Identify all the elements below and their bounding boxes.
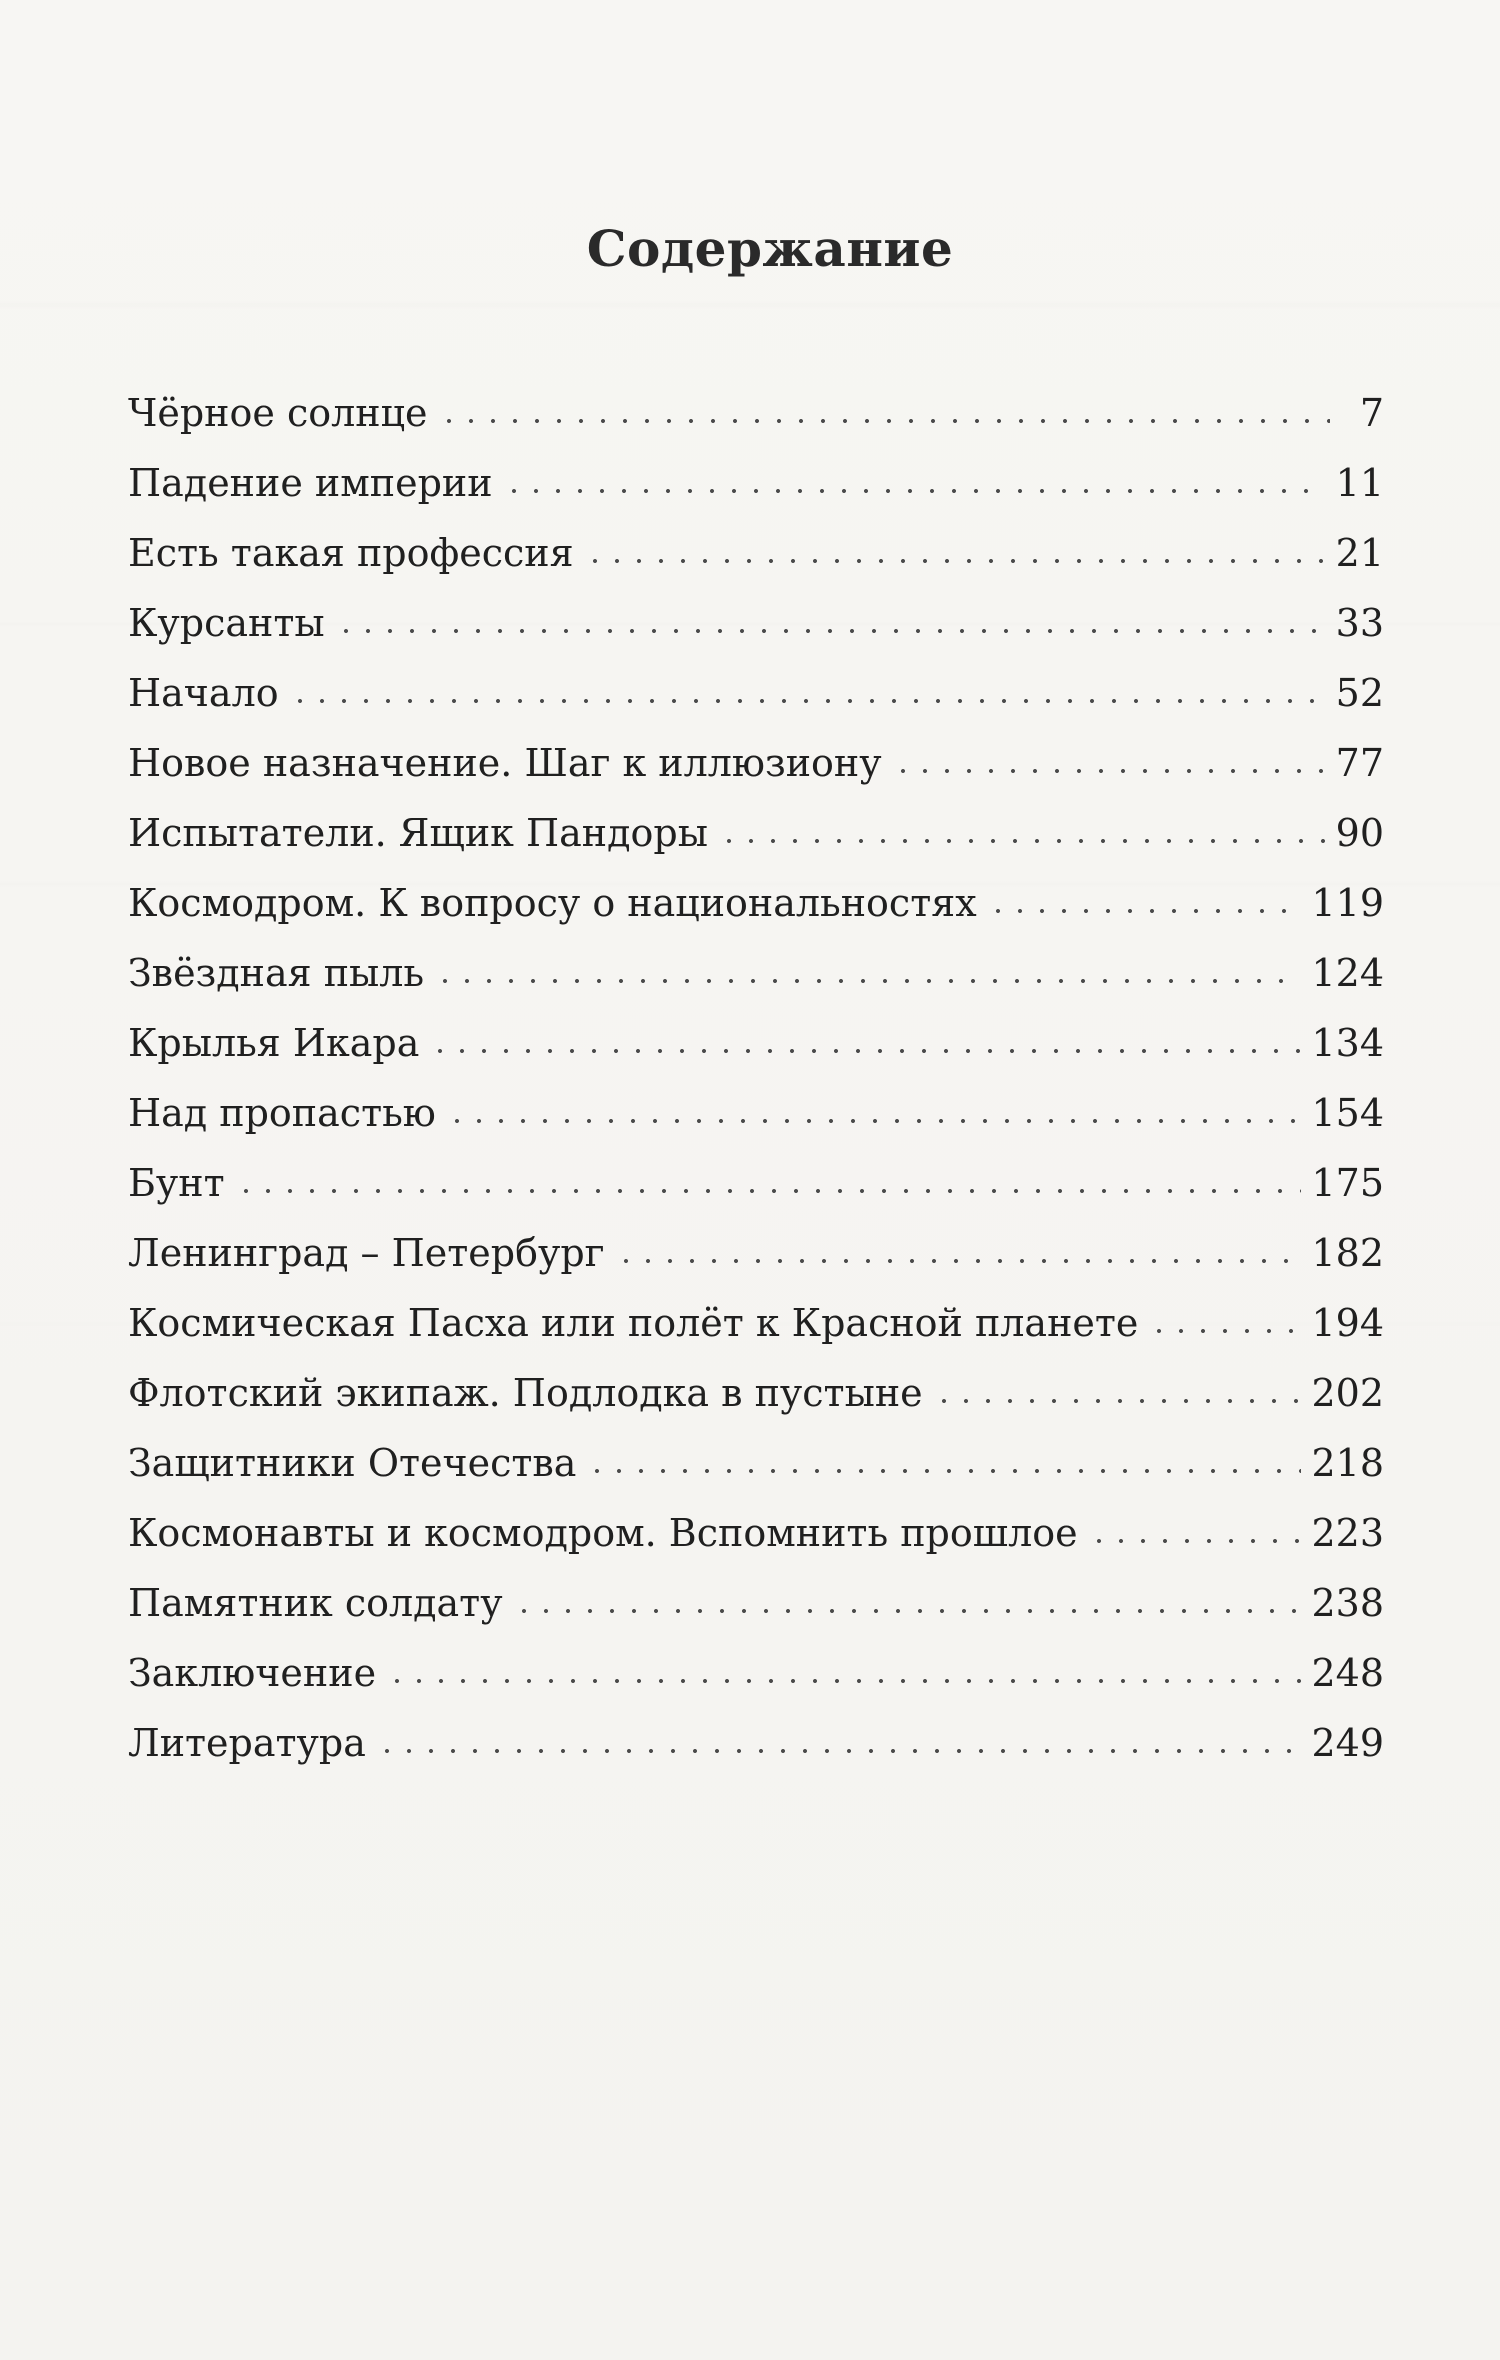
dot-leader bbox=[376, 1747, 1302, 1755]
toc-entry-page: 119 bbox=[1311, 881, 1384, 925]
toc-entry-title: Начало bbox=[128, 671, 279, 715]
toc-entry-page: 134 bbox=[1311, 1021, 1384, 1065]
toc-entry-page: 238 bbox=[1311, 1581, 1384, 1625]
dot-leader bbox=[503, 487, 1326, 495]
toc-entry-page: 90 bbox=[1335, 811, 1384, 855]
toc-entry bbox=[128, 938, 1384, 1008]
toc-entry bbox=[128, 1008, 1384, 1078]
toc-entry-title: Испытатели. Ящик Пандоры bbox=[128, 811, 708, 855]
toc-entry-title: Памятник солдату bbox=[128, 1581, 503, 1625]
toc-entry-page: 249 bbox=[1311, 1721, 1384, 1765]
toc-entry-title: Бунт bbox=[128, 1161, 225, 1205]
toc-entry-title: Падение империи bbox=[128, 461, 493, 505]
toc-entry-title: Курсанты bbox=[128, 601, 325, 645]
dot-leader bbox=[235, 1187, 1302, 1195]
toc-entry-title: Космонавты и космодром. Вспомнить прошлое bbox=[128, 1511, 1078, 1555]
dot-leader bbox=[434, 977, 1301, 985]
dot-leader bbox=[335, 627, 1326, 635]
toc-entry bbox=[128, 1638, 1384, 1708]
toc-entry bbox=[128, 518, 1384, 588]
dot-leader bbox=[438, 417, 1330, 425]
toc-entry-title: Литература bbox=[128, 1721, 366, 1765]
toc-entry-title: Крылья Икара bbox=[128, 1021, 420, 1065]
toc-entry-title: Новое назначение. Шаг к иллюзиону bbox=[128, 741, 882, 785]
toc-entry-page: 175 bbox=[1311, 1161, 1384, 1205]
toc-entry-title: Космическая Пасха или полёт к Красной планете bbox=[128, 1301, 1139, 1345]
toc-entry-page: 154 bbox=[1311, 1091, 1384, 1135]
toc-entry-title: Над пропастью bbox=[128, 1091, 436, 1135]
toc-entry-title: Есть такая профессия bbox=[128, 531, 574, 575]
toc-entry-page: 182 bbox=[1311, 1231, 1384, 1275]
toc-entry-title: Звёздная пыль bbox=[128, 951, 425, 995]
toc-entry bbox=[128, 1568, 1384, 1638]
toc-entry-page: 11 bbox=[1335, 461, 1384, 505]
dot-leader bbox=[1148, 1327, 1301, 1335]
toc-entry bbox=[128, 588, 1384, 658]
toc-entry bbox=[128, 1218, 1384, 1288]
toc-entry bbox=[128, 1498, 1384, 1568]
toc-entry-page: 52 bbox=[1335, 671, 1384, 715]
dot-leader bbox=[586, 1467, 1301, 1475]
toc-entry bbox=[128, 868, 1384, 938]
dot-leader bbox=[933, 1397, 1302, 1405]
dot-leader bbox=[289, 697, 1326, 705]
toc-entry-page: 194 bbox=[1311, 1301, 1384, 1345]
toc-entry-page: 248 bbox=[1311, 1651, 1384, 1695]
dot-leader bbox=[987, 907, 1302, 915]
toc-entry bbox=[128, 1078, 1384, 1148]
toc-entry bbox=[128, 448, 1384, 518]
toc-entry-page: 33 bbox=[1335, 601, 1384, 645]
toc-entry bbox=[128, 658, 1384, 728]
dot-leader bbox=[429, 1047, 1301, 1055]
dot-leader bbox=[615, 1257, 1302, 1265]
toc-entry bbox=[128, 728, 1384, 798]
toc-entry-title: Заключение bbox=[128, 1651, 377, 1695]
toc-entry-title: Космодром. К вопросу о национальностях bbox=[128, 881, 977, 925]
toc-entry bbox=[128, 1428, 1384, 1498]
toc-entry bbox=[128, 1148, 1384, 1218]
toc-entry-page: 7 bbox=[1359, 391, 1384, 435]
dot-leader bbox=[1088, 1537, 1302, 1545]
toc-entry-title: Ленинград – Петербург bbox=[128, 1231, 605, 1275]
toc-entry-title: Защитники Отечества bbox=[128, 1441, 577, 1485]
dot-leader bbox=[718, 837, 1326, 845]
toc-entry-page: 124 bbox=[1311, 951, 1384, 995]
toc-entry bbox=[128, 1358, 1384, 1428]
page-title: Содержание bbox=[586, 218, 954, 278]
toc-entry-title: Флотский экипаж. Подлодка в пустыне bbox=[128, 1371, 923, 1415]
toc-entry bbox=[128, 1288, 1384, 1358]
toc-entry-page: 223 bbox=[1311, 1511, 1384, 1555]
toc-entry-page: 77 bbox=[1335, 741, 1384, 785]
toc-entry bbox=[128, 1708, 1384, 1778]
toc-entry-title: Чёрное солнце bbox=[128, 391, 428, 435]
toc-entry bbox=[128, 798, 1384, 868]
dot-leader bbox=[584, 557, 1326, 565]
toc-entry-page: 202 bbox=[1311, 1371, 1384, 1415]
dot-leader bbox=[386, 1677, 1301, 1685]
toc-entry-page: 218 bbox=[1311, 1441, 1384, 1485]
dot-leader bbox=[513, 1607, 1302, 1615]
dot-leader bbox=[446, 1117, 1302, 1125]
table-of-contents bbox=[128, 378, 1384, 1778]
toc-entry-page: 21 bbox=[1335, 531, 1384, 575]
toc-entry bbox=[128, 378, 1384, 448]
dot-leader bbox=[892, 767, 1326, 775]
